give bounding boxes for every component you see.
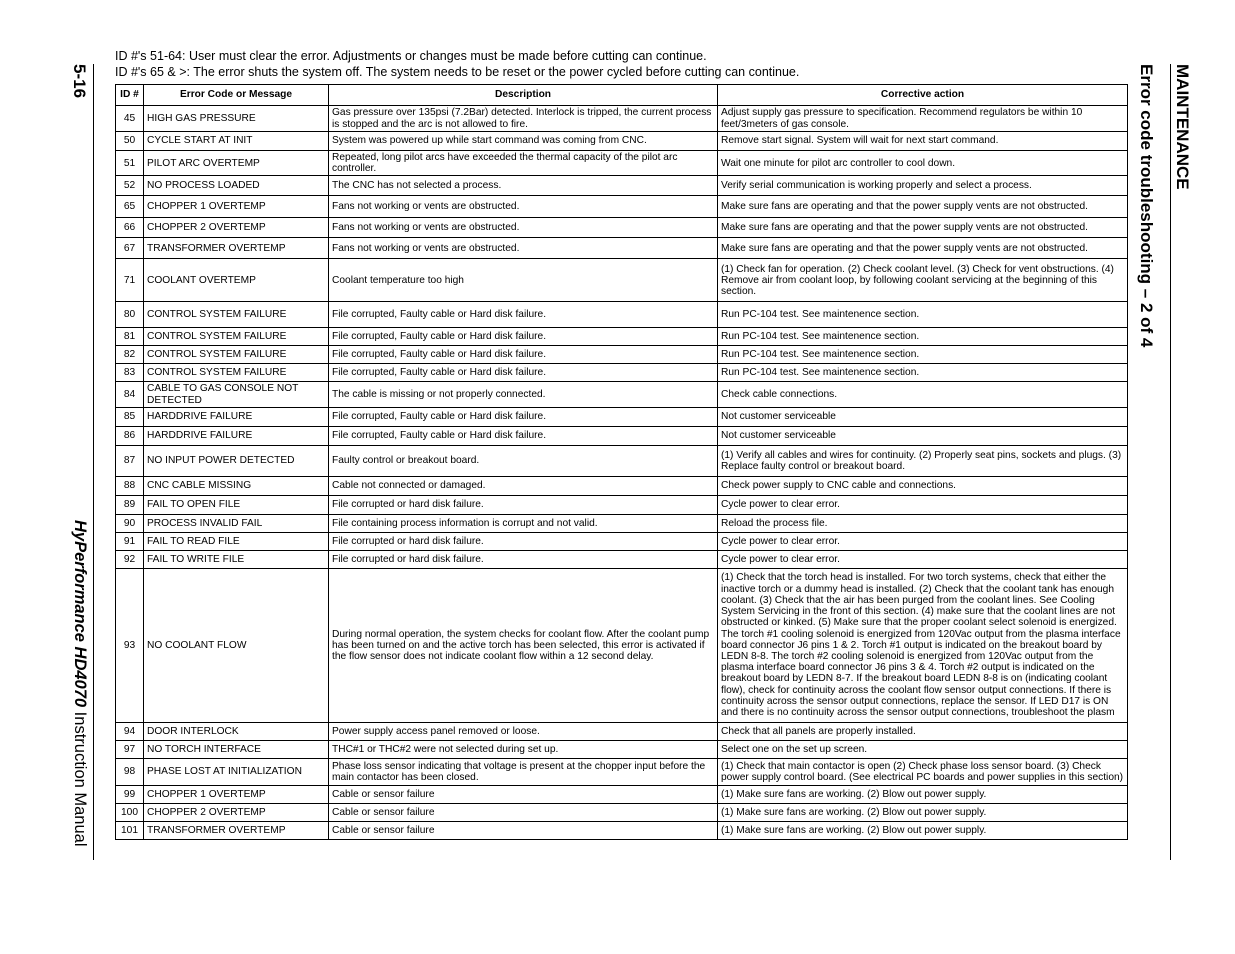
corrective-action: (1) Make sure fans are working. (2) Blow out power supply. (718, 785, 1128, 803)
manual-name: Instruction Manual (71, 707, 89, 847)
error-id: 92 (116, 550, 144, 568)
error-description: Cable or sensor failure (329, 821, 718, 839)
table-row (116, 758, 1128, 785)
column-header-description: Description (329, 85, 718, 106)
error-description: Fans not working or vents are obstructed. (329, 196, 718, 218)
manual-brand: HyPerformance HD4070 (71, 520, 89, 708)
table-row (116, 196, 1128, 218)
error-id: 88 (116, 476, 144, 495)
error-code: HIGH GAS PRESSURE (144, 106, 329, 132)
left-rule (93, 64, 94, 860)
error-id: 66 (116, 218, 144, 238)
corrective-action: Remove start signal. System will wait for next start command. (718, 132, 1128, 151)
error-notes (115, 48, 799, 80)
error-description: Cable or sensor failure (329, 803, 718, 821)
error-id: 89 (116, 495, 144, 514)
corrective-action: Reload the process file. (718, 514, 1128, 532)
column-header-code: Error Code or Message (144, 85, 329, 106)
right-rule (1170, 64, 1171, 860)
error-code: PHASE LOST AT INITIALIZATION (144, 758, 329, 785)
corrective-action: Run PC-104 test. See maintenence section. (718, 328, 1128, 346)
table-row (116, 821, 1128, 839)
error-id: 97 (116, 740, 144, 758)
corrective-action: Not customer serviceable (718, 407, 1128, 426)
error-code: TRANSFORMER OVERTEMP (144, 238, 329, 259)
error-description: File corrupted or hard disk failure. (329, 550, 718, 568)
table-row (116, 328, 1128, 346)
error-description: File corrupted, Faulty cable or Hard disk failure. (329, 426, 718, 445)
table-row (116, 740, 1128, 758)
section-subtitle: Error code troubleshooting – 2 of 4 (1137, 64, 1156, 348)
corrective-action: (1) Make sure fans are working. (2) Blow out power supply. (718, 803, 1128, 821)
table-row (116, 785, 1128, 803)
table-row (116, 259, 1128, 302)
corrective-action: (1) Verify all cables and wires for continuity. (2) Properly seat pins, sockets and plugs. (3) Replace faulty control or breakout board. (718, 445, 1128, 476)
error-id: 99 (116, 785, 144, 803)
error-code: FAIL TO WRITE FILE (144, 550, 329, 568)
corrective-action: Cycle power to clear error. (718, 532, 1128, 550)
table-row (116, 218, 1128, 238)
table-row (116, 426, 1128, 445)
table-row (116, 106, 1128, 132)
error-code: NO INPUT POWER DETECTED (144, 445, 329, 476)
error-id: 94 (116, 722, 144, 740)
error-id: 45 (116, 106, 144, 132)
error-id: 93 (116, 568, 144, 722)
error-description: During normal operation, the system checks for coolant flow. After the coolant pump has been turned on and the active torch has been selected, this error is activated if the flow sensor does not indicate coolant flow within a 12 second delay. (329, 568, 718, 722)
table-row (116, 151, 1128, 176)
error-id: 71 (116, 259, 144, 302)
error-description: Coolant temperature too high (329, 259, 718, 302)
corrective-action: Wait one minute for pilot arc controller to cool down. (718, 151, 1128, 176)
table-header-row (116, 85, 1128, 106)
corrective-action: (1) Check that main contactor is open (2) Check phase loss sensor board. (3) Check power supply control board. (See electrical PC boards and power supplies in this section) (718, 758, 1128, 785)
error-code: PILOT ARC OVERTEMP (144, 151, 329, 176)
error-id: 87 (116, 445, 144, 476)
manual-title (70, 520, 89, 847)
error-description: Cable or sensor failure (329, 785, 718, 803)
corrective-action: Adjust supply gas pressure to specification. Recommend regulators be within 10 feet/3meters of gas console. (718, 106, 1128, 132)
error-id: 65 (116, 196, 144, 218)
corrective-action: Cycle power to clear error. (718, 495, 1128, 514)
error-id: 83 (116, 364, 144, 382)
section-title: MAINTENANCE (1173, 64, 1192, 190)
error-id: 50 (116, 132, 144, 151)
error-code: CHOPPER 1 OVERTEMP (144, 785, 329, 803)
error-code: CYCLE START AT INIT (144, 132, 329, 151)
error-id: 98 (116, 758, 144, 785)
error-code: NO PROCESS LOADED (144, 176, 329, 196)
error-id: 86 (116, 426, 144, 445)
error-code: CONTROL SYSTEM FAILURE (144, 328, 329, 346)
table-row (116, 407, 1128, 426)
table-row (116, 238, 1128, 259)
corrective-action: Make sure fans are operating and that the power supply vents are not obstructed. (718, 238, 1128, 259)
error-description: File corrupted, Faulty cable or Hard disk failure. (329, 346, 718, 364)
corrective-action: (1) Check fan for operation. (2) Check coolant level. (3) Check for vent obstructions. (4) Remove air from coolant loop, by following coolant servicing at the beginning of this section. (718, 259, 1128, 302)
corrective-action: Check cable connections. (718, 382, 1128, 407)
error-code: FAIL TO OPEN FILE (144, 495, 329, 514)
table-row (116, 514, 1128, 532)
column-header-action: Corrective action (718, 85, 1128, 106)
error-code: CONTROL SYSTEM FAILURE (144, 346, 329, 364)
table-row (116, 382, 1128, 407)
error-code: CONTROL SYSTEM FAILURE (144, 302, 329, 328)
error-code: CABLE TO GAS CONSOLE NOT DETECTED (144, 382, 329, 407)
table-row (116, 364, 1128, 382)
table-row (116, 803, 1128, 821)
error-code: COOLANT OVERTEMP (144, 259, 329, 302)
error-code: HARDDRIVE FAILURE (144, 426, 329, 445)
corrective-action: Make sure fans are operating and that the power supply vents are not obstructed. (718, 196, 1128, 218)
error-id: 100 (116, 803, 144, 821)
table-row (116, 445, 1128, 476)
corrective-action: Not customer serviceable (718, 426, 1128, 445)
error-description: Cable not connected or damaged. (329, 476, 718, 495)
error-id: 101 (116, 821, 144, 839)
error-code-table (115, 84, 1128, 840)
table-row (116, 302, 1128, 328)
corrective-action: Cycle power to clear error. (718, 550, 1128, 568)
corrective-action: Select one on the set up screen. (718, 740, 1128, 758)
note-line: ID #'s 65 & >: The error shuts the system off. The system needs to be reset or the power cycled before cutting can continue. (115, 65, 800, 79)
error-description: Phase loss sensor indicating that voltage is present at the chopper input before the main contactor has been closed. (329, 758, 718, 785)
error-description: System was powered up while start command was coming from CNC. (329, 132, 718, 151)
error-description: File corrupted, Faulty cable or Hard disk failure. (329, 302, 718, 328)
corrective-action: Verify serial communication is working properly and select a process. (718, 176, 1128, 196)
error-id: 90 (116, 514, 144, 532)
error-code: CNC CABLE MISSING (144, 476, 329, 495)
error-id: 51 (116, 151, 144, 176)
error-id: 52 (116, 176, 144, 196)
error-code: NO TORCH INTERFACE (144, 740, 329, 758)
error-description: Gas pressure over 135psi (7.2Bar) detected. Interlock is tripped, the current process is stopped and the arc is not allowed to fire. (329, 106, 718, 132)
error-id: 85 (116, 407, 144, 426)
table-row (116, 532, 1128, 550)
corrective-action: (1) Make sure fans are working. (2) Blow out power supply. (718, 821, 1128, 839)
table-body (116, 106, 1128, 840)
error-id: 81 (116, 328, 144, 346)
error-description: File corrupted, Faulty cable or Hard disk failure. (329, 364, 718, 382)
error-description: Faulty control or breakout board. (329, 445, 718, 476)
error-id: 67 (116, 238, 144, 259)
table-row (116, 346, 1128, 364)
error-code: CHOPPER 2 OVERTEMP (144, 803, 329, 821)
error-code: CHOPPER 1 OVERTEMP (144, 196, 329, 218)
note-line: ID #'s 51-64: User must clear the error. Adjustments or changes must be made before cutting can continue. (115, 49, 707, 63)
error-description: File corrupted or hard disk failure. (329, 495, 718, 514)
error-description: Fans not working or vents are obstructed. (329, 218, 718, 238)
corrective-action: Run PC-104 test. See maintenence section. (718, 364, 1128, 382)
error-code: TRANSFORMER OVERTEMP (144, 821, 329, 839)
error-code: PROCESS INVALID FAIL (144, 514, 329, 532)
error-code: NO COOLANT FLOW (144, 568, 329, 722)
page-number: 5-16 (70, 64, 89, 99)
corrective-action: Run PC-104 test. See maintenence section. (718, 302, 1128, 328)
table-row (116, 476, 1128, 495)
corrective-action: Check power supply to CNC cable and connections. (718, 476, 1128, 495)
table-row (116, 568, 1128, 722)
error-description: File corrupted or hard disk failure. (329, 532, 718, 550)
error-description: Fans not working or vents are obstructed. (329, 238, 718, 259)
corrective-action: Run PC-104 test. See maintenence section. (718, 346, 1128, 364)
table-row (116, 495, 1128, 514)
table-row (116, 722, 1128, 740)
table-row (116, 550, 1128, 568)
table-row (116, 132, 1128, 151)
error-description: File containing process information is corrupt and not valid. (329, 514, 718, 532)
column-header-id: ID # (116, 85, 144, 106)
error-id: 80 (116, 302, 144, 328)
corrective-action: (1) Check that the torch head is installed. For two torch systems, check that either the inactive torch or a dummy head is installed. (2) Check that the coolant tank has enough coolant. (3) Check that the air has been purged from the coolant lines. See Cooling System Servicing in the front of this section. (4) make sure that the coolant lines are not obstructed or kinked. (5) Make sure that the proper coolant select solenoid is energized. The torch #1 cooling solenoid is energized from 120Vac output from the plasma interface board connector J6 pins 1 & 2. Torch #1 output is indicated on the breakout board by LEDN 8-8. The torch #2 cooling solenoid is energized from 120Vac output from the plasma interface board connector J6 pins 3 & 4. Torch #2 output is indicated on the breakout board by LEDN 8-7. If the breakout board LEDN 8-8 is on (indicating coolant flow), check for continuity across the coolant flow sensor output connections. If there is continuity across the sensor output connections, replace the sensor. If LED D17 is ON and there is no continuity across the sensor output connections, troubleshoot the plasm (718, 568, 1128, 722)
error-id: 84 (116, 382, 144, 407)
error-id: 91 (116, 532, 144, 550)
error-code: FAIL TO READ FILE (144, 532, 329, 550)
table-row (116, 176, 1128, 196)
error-description: The cable is missing or not properly connected. (329, 382, 718, 407)
error-description: The CNC has not selected a process. (329, 176, 718, 196)
error-description: Power supply access panel removed or loose. (329, 722, 718, 740)
corrective-action: Check that all panels are properly installed. (718, 722, 1128, 740)
error-description: THC#1 or THC#2 were not selected during set up. (329, 740, 718, 758)
error-code: DOOR INTERLOCK (144, 722, 329, 740)
error-code: CONTROL SYSTEM FAILURE (144, 364, 329, 382)
error-code: HARDDRIVE FAILURE (144, 407, 329, 426)
error-code: CHOPPER 2 OVERTEMP (144, 218, 329, 238)
error-id: 82 (116, 346, 144, 364)
error-description: File corrupted, Faulty cable or Hard disk failure. (329, 328, 718, 346)
error-description: Repeated, long pilot arcs have exceeded the thermal capacity of the pilot arc controller. (329, 151, 718, 176)
corrective-action: Make sure fans are operating and that the power supply vents are not obstructed. (718, 218, 1128, 238)
error-description: File corrupted, Faulty cable or Hard disk failure. (329, 407, 718, 426)
